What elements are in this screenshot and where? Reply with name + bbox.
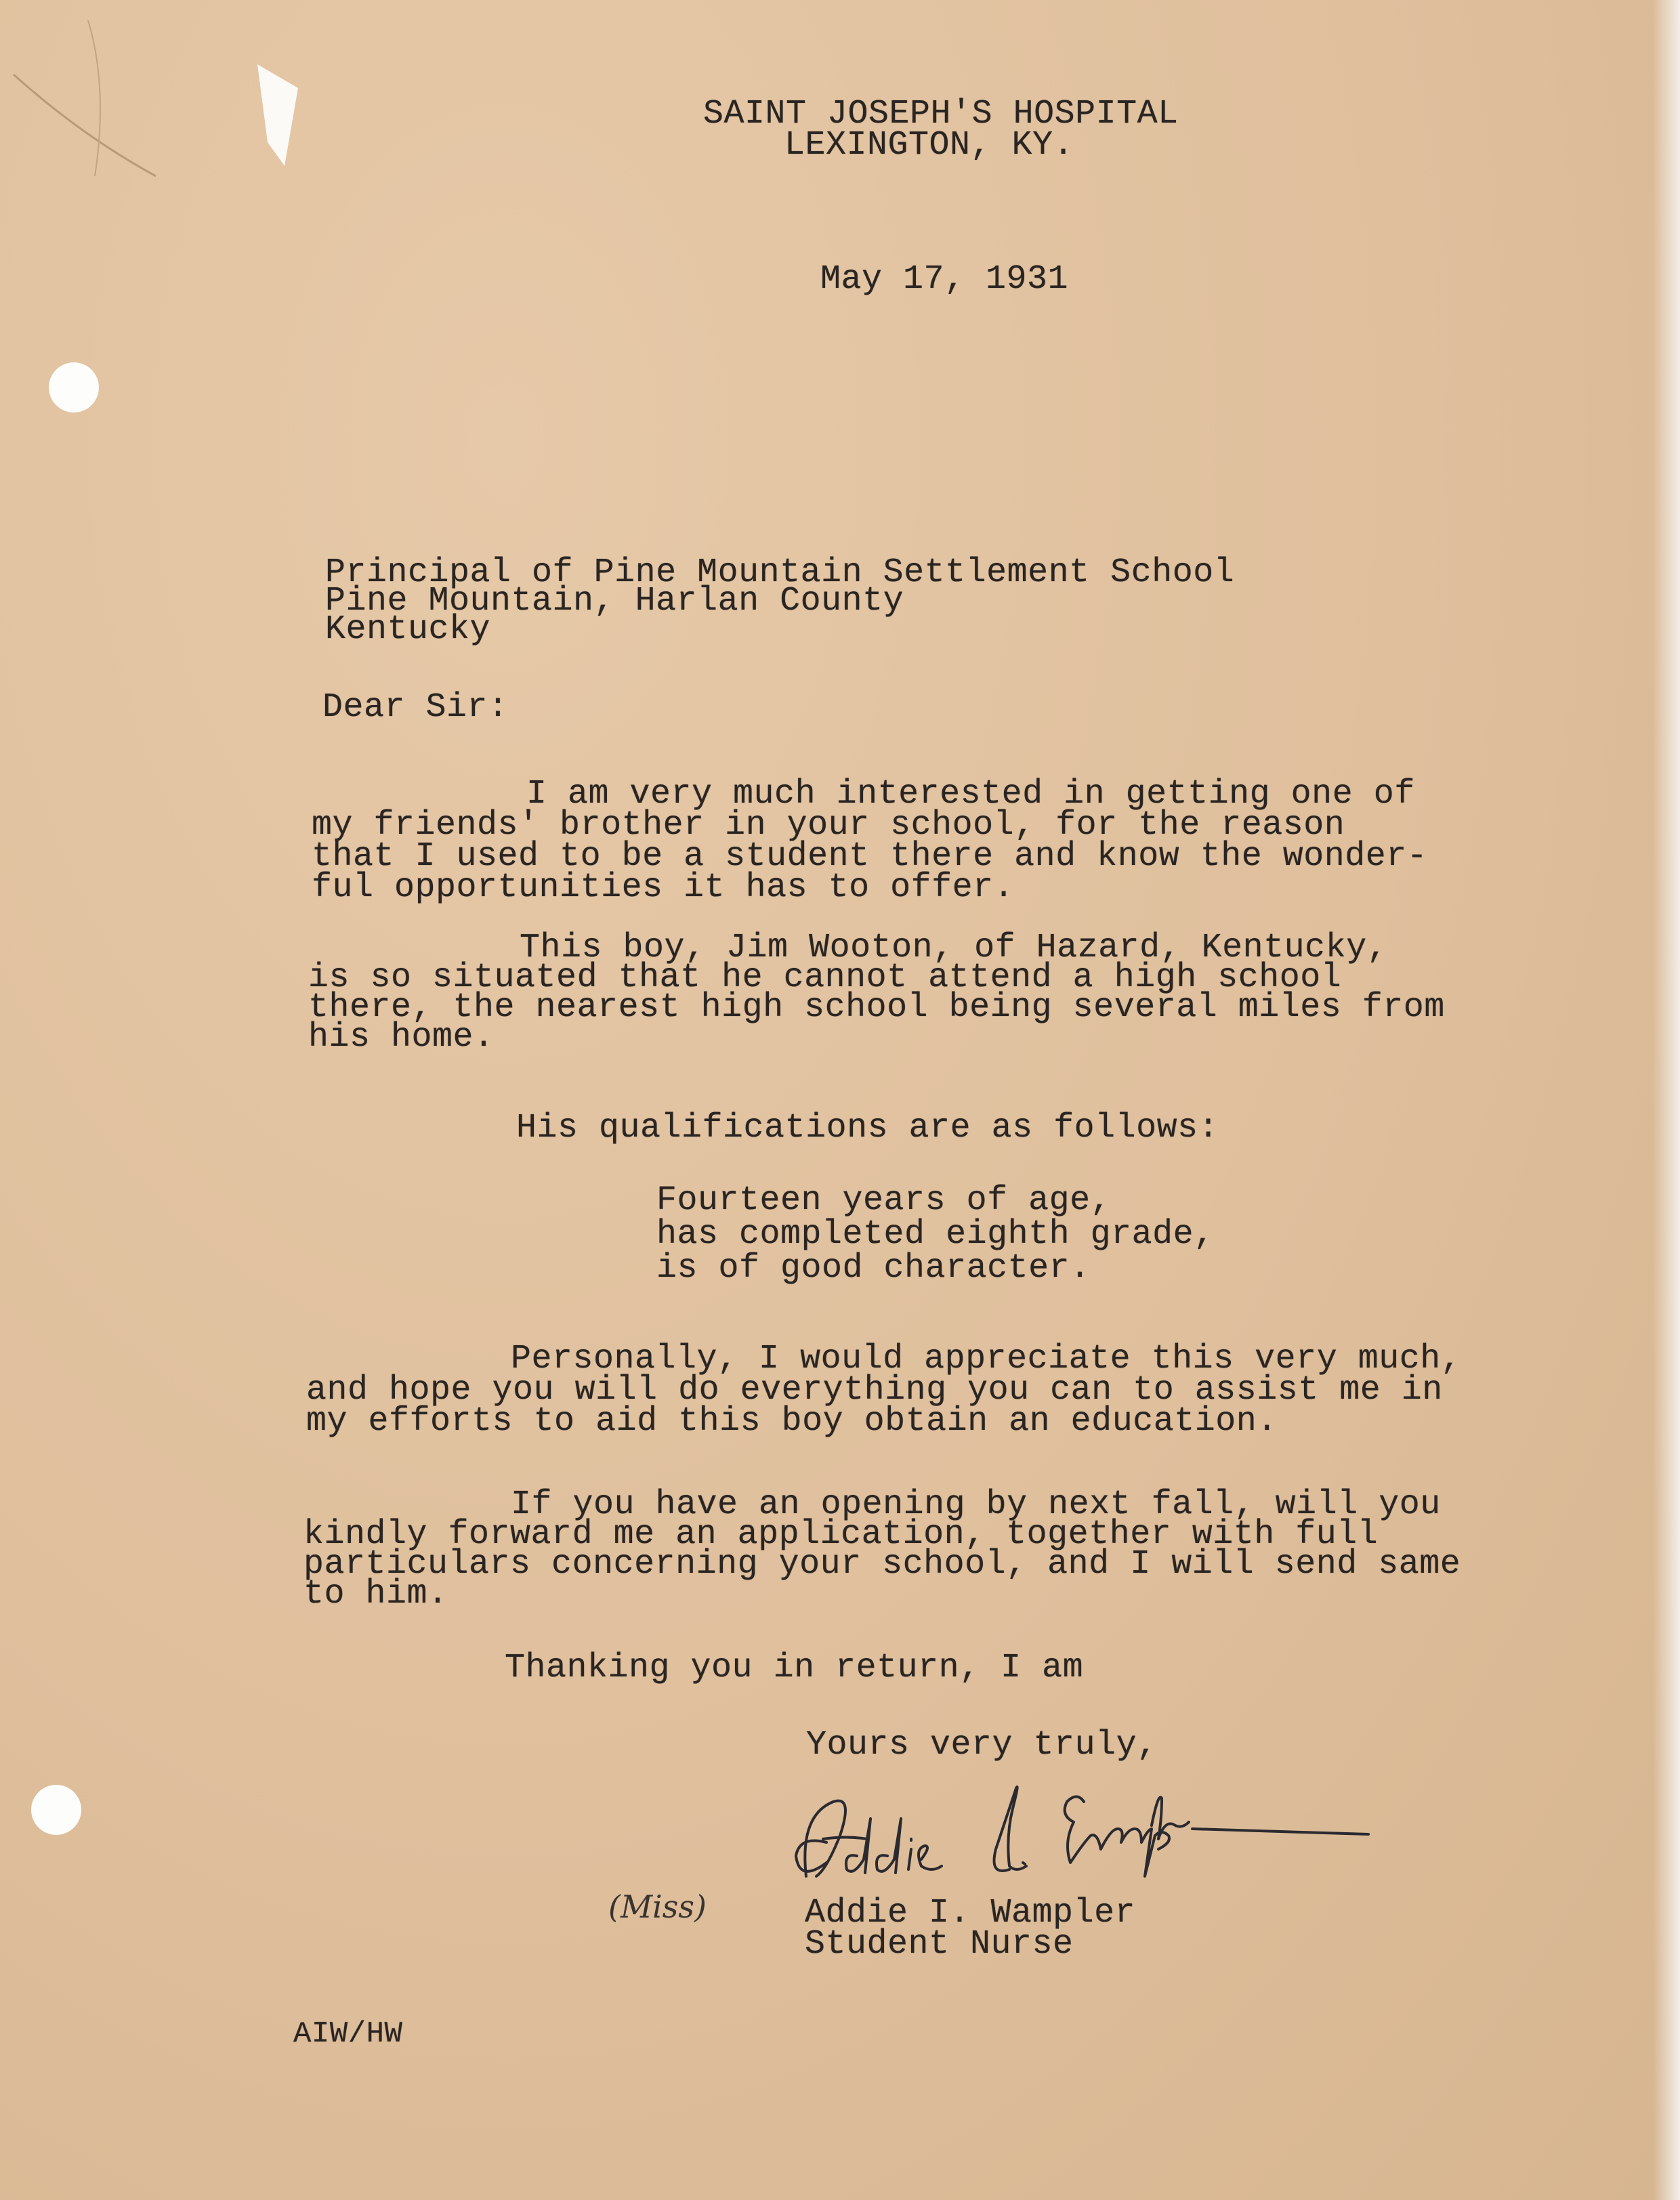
letterhead [703, 95, 1179, 165]
qualifications-intro: His qualifications are as follows: [516, 1109, 1219, 1147]
closing-thanks: Thanking you in return, I am [505, 1649, 1084, 1687]
paragraph-line: I am very much interested in getting one of [526, 775, 1415, 813]
recipient-address [325, 553, 1235, 649]
paragraph-line: his home. [308, 1018, 495, 1057]
letter-date: May 17, 1931 [820, 260, 1069, 299]
paragraph-line: particulars concerning your school, and I will send same [303, 1545, 1461, 1584]
punch-hole-top [49, 362, 99, 412]
paragraph-line: and hope you will do everything you can to assist me in [306, 1371, 1443, 1410]
signer-name: Addie I. Wampler [805, 1894, 1136, 1932]
complimentary-close: Yours very truly, [806, 1726, 1158, 1764]
paragraph-line: there, the nearest high school being several miles from [308, 988, 1445, 1027]
signer-block [805, 1894, 1136, 1964]
paragraph-line: to him. [303, 1575, 448, 1613]
handwritten-miss-prefix: (Miss) [608, 1888, 707, 1925]
qualification-item: is of good character. [656, 1249, 1091, 1288]
paragraph-line: Personally, I would appreciate this very much, [511, 1340, 1462, 1378]
paragraph-line: If you have an opening by next fall, will you [511, 1485, 1441, 1524]
paragraph-line: kindly forward me an application, together with full [303, 1515, 1379, 1554]
qualification-item: Fourteen years of age, [656, 1181, 1112, 1220]
salutation: Dear Sir: [322, 688, 509, 727]
page-edge [1653, 0, 1680, 2200]
reference-initials: AIW/HW [293, 2017, 403, 2051]
handwritten-signature [786, 1775, 1436, 1897]
paragraph-line: that I used to be a student there and know the wonder- [312, 837, 1428, 876]
paragraph-line: is so situated that he cannot attend a high school [308, 958, 1342, 997]
torn-corner [0, 0, 352, 203]
paragraph-4 [303, 1485, 1461, 1613]
letterhead-name: SAINT JOSEPH'S HOSPITAL [703, 95, 1179, 133]
paragraph-line: This boy, Jim Wooton, of Hazard, Kentucky, [520, 929, 1388, 967]
letterhead-city: LEXINGTON, KY. [784, 126, 1074, 165]
paragraph-3 [306, 1340, 1462, 1441]
paragraph-line: my efforts to aid this boy obtain an education. [306, 1402, 1278, 1441]
paragraph-line: ful opportunities it has to offer. [312, 868, 1015, 907]
recipient-line: Principal of Pine Mountain Settlement School [325, 553, 1235, 592]
signer-title: Student Nurse [805, 1925, 1074, 1964]
paragraph-line: my friends' brother in your school, for the reason [312, 806, 1345, 845]
punch-hole-bottom [31, 1785, 81, 1835]
paragraph-1 [312, 775, 1428, 907]
paragraph-2 [308, 929, 1445, 1057]
qualification-item: has completed eighth grade, [656, 1215, 1215, 1254]
qualifications-list [656, 1181, 1215, 1288]
recipient-line: Pine Mountain, Harlan County [325, 582, 904, 620]
recipient-line: Kentucky [325, 610, 491, 649]
